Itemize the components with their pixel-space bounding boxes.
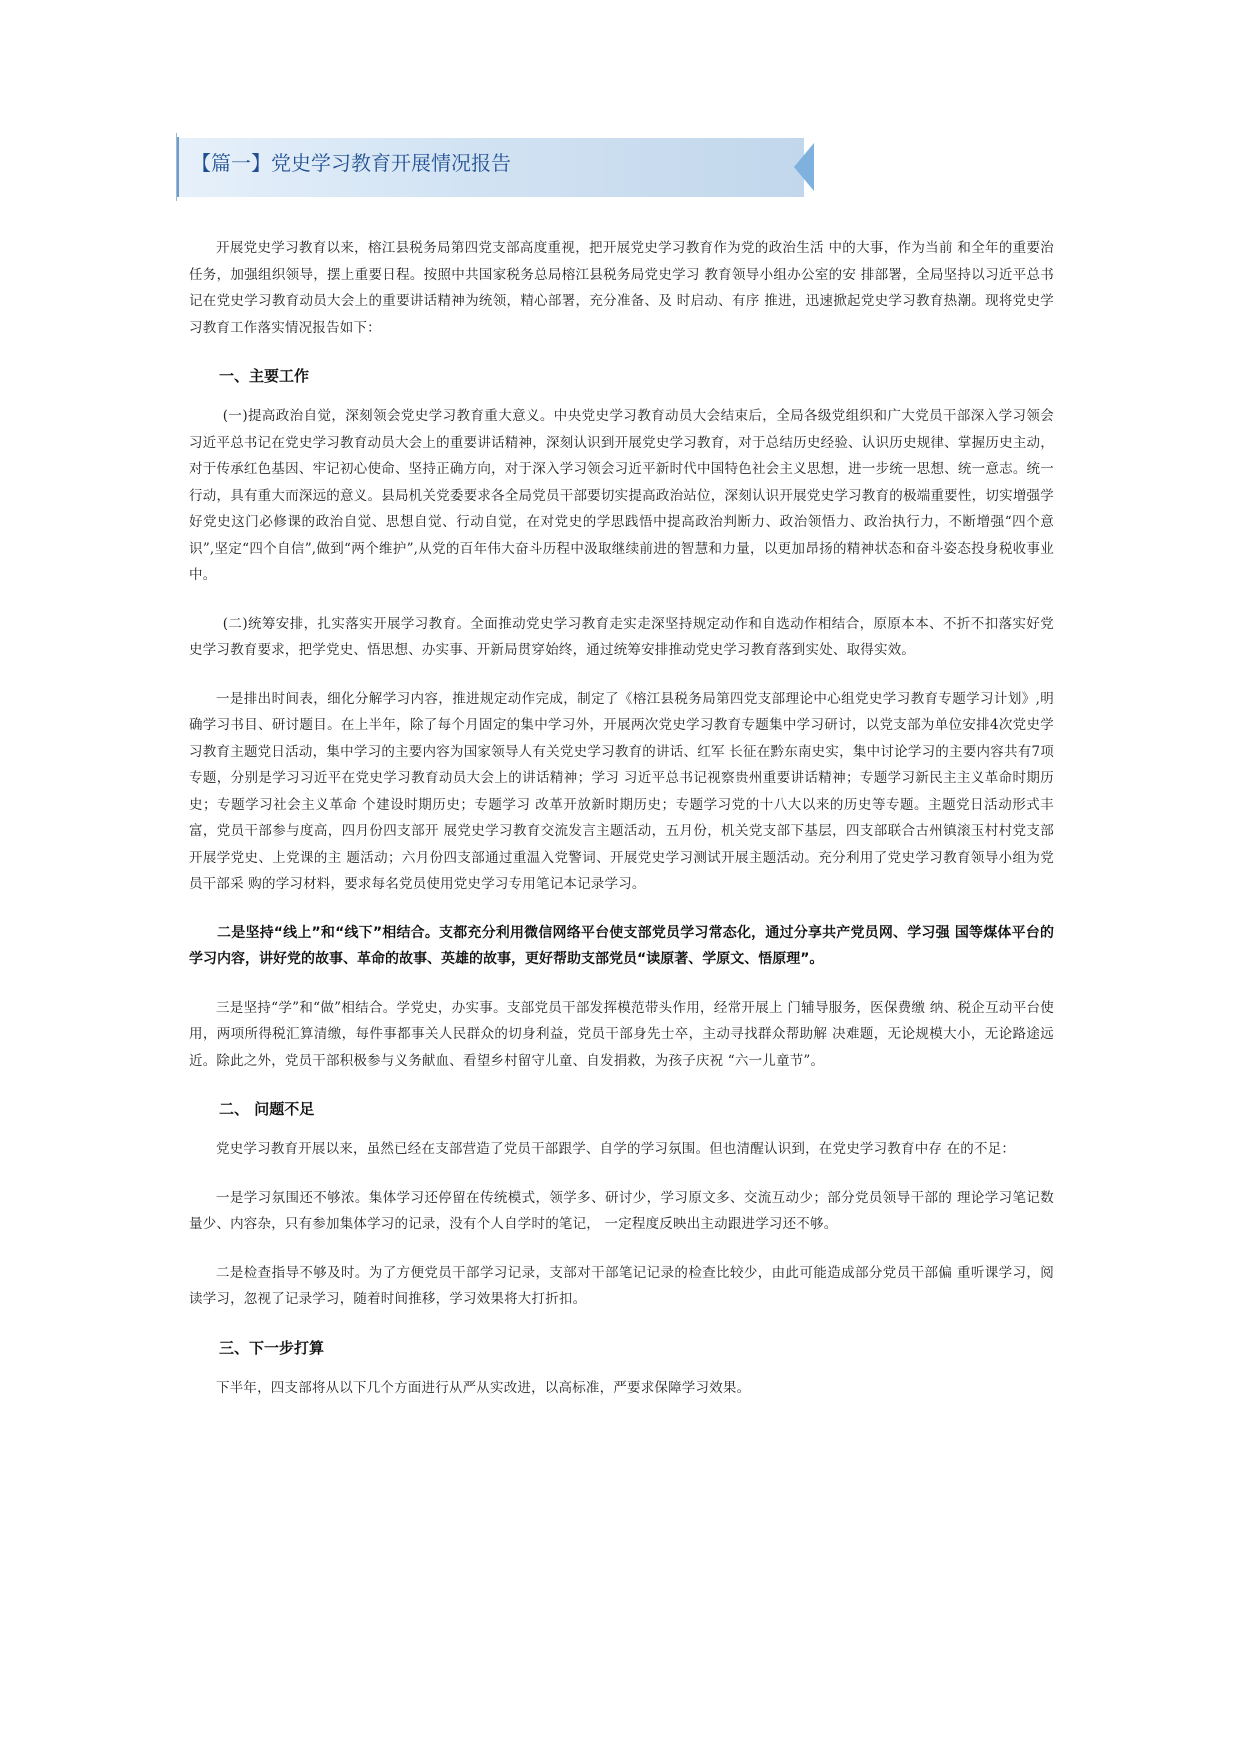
paragraph-schedule: 一是排出时间表，细化分解学习内容，推进规定动作完成，制定了《榕江县税务局第四党支部理论中心组党史学习教育专题学习计划》,明确学习书目、研讨题目。在上半年，除了每个月固定的集中学习外，开展两次党史学习教育专题集中学习研讨，以党支部为单位安排4次党史学习教育主题党日活动，集中学习的主要内容为国家领导人有关党史学习教育的讲话、红军 长征在黔东南史实，集中讨论学习的主要内容共有7项专题，分别是学习习近平在党史学习教育动员大会上的讲话精神；学习 习近平总书记视察贵州重要讲话精神；专题学习新民主主义革命时期历史；专题学习社会主义革命 个建设时期历史；专题学习 改革开放新时期历史；专题学习党的十八大以来的历史等专题。主题党日活动形式丰富，党员干部参与度高，四月份四支部开 展党史学习教育交流发言主题活动，五月份，机关党支部下基层，四支部联合古州镇滚玉村村党支部开展学党史、上党课的主 题活动；六月份四支部通过重温入党警词、开展党史学习测试开展主题活动。充分利用了党史学习教育领导小组为党员干部采 购的学习材料，要求每名党员使用党史学习专用笔记本记录学习。 — [189, 690, 1054, 892]
section-heading-problems: 二、 问题不足 — [219, 1100, 315, 1118]
section-heading-next-steps: 三、下一步打算 — [219, 1338, 325, 1357]
document-body — [189, 235, 1054, 1423]
paragraph-problem-atmosphere: 一是学习氛围还不够浓。集体学习还停留在传统模式，领学多、研讨少，学习原文多、交流互动少；部分党员领导干部的 理论学习笔记数量少、内容杂，只有参加集体学习的记录，没有个人自学时的笔记， 一定程度反映出主动跟进学习还不够。 — [189, 1189, 1054, 1232]
paragraph-next-steps: 下半年，四支部将从以下几个方面进行从严从实改进，以高标准，严要求保障学习效果。 — [216, 1379, 751, 1396]
title-banner-stem — [176, 133, 177, 201]
paragraph-overall-arrangement: (二)统筹安排，扎实落实开展学习教育。全面推动党史学习教育走实走深坚持规定动作和自选动作相结合，原原本本、不折不扣落实好党史学习教育要求，把学党史、悟思想、办实事、开新局贯穿始终，通过统筹安排推动党史学习教育落到实处、取得实效。 — [189, 615, 1054, 658]
paragraph-political-awareness: (一)提高政治自觉，深刻领会党史学习教育重大意义。中央党史学习教育动员大会结束后，全局各级党组织和广大党员干部深入学习领会习近平总书记在党史学习教育动员大会上的重要讲话精神，深刻认识到开展党史学习教育，对于总结历史经验、认识历史规律、掌握历史主动，对于传承红色基因、牢记初心使命、坚持正确方向，对于深入学习领会习近平新时代中国特色社会主义思想，进一步统一思想、统一意志。统一行动，具有重大而深远的意义。县局机关党委要求各全局党员干部要切实提高政治站位，深刻认识开展党史学习教育的极端重要性，切实增强学好党史这门必修课的政治自觉、思想自觉、行动自觉，在对党史的学思践悟中提高政治判断力、政治领悟力、政治执行力，不断增强“四个意识”,坚定“四个自信”,做到“两个维护”,从党的百年伟大奋斗历程中汲取继续前进的智慧和力量，以更加昂扬的精神状态和奋斗姿态投身税收事业中。 — [189, 408, 1054, 583]
paragraph-problem-inspection: 二是检查指导不够及时。为了方便党员干部学习记录，支部对干部笔记记录的检查比较少，由此可能造成部分党员干部偏 重听课学习，阅读学习，忽视了记录学习，随着时间推移，学习效果将大打折扣。 — [189, 1264, 1054, 1307]
paragraph-problems-intro: 党史学习教育开展以来，虽然已经在支部营造了党员干部跟学、自学的学习氛围。但也清醒认识到，在党史学习教育中存 在的不足： — [216, 1141, 1016, 1157]
title-banner — [176, 137, 804, 197]
title-arrow-decoration — [794, 143, 814, 191]
intro-paragraph: 开展党史学习教育以来，榕江县税务局第四党支部高度重视，把开展党史学习教育作为党的政治生活 中的大事，作为当前 和全年的重要治任务，加强组织领导，摆上重要日程。按照中共国家税务总局榕江县税务局党史学习 教育领导小组办公室的安 排部署，全局坚持以习近平总书记在党史学习教育动员大会上的重要讲话精神为统领，精心部署，充分准备、及 时启动、有序 推进，迅速掀起党史学习教育热潮。现将党史学习教育工作落实情况报告如下： — [189, 240, 1054, 336]
document-title: 【篇一】党史学习教育开展情况报告 — [191, 151, 511, 175]
paragraph-online-offline: 二是坚持“线上”和“线下”相结合。支都充分利用微信网络平台使支部党员学习常态化，通过分享共产党员网、学习强 国等煤体平台的学习内容，讲好党的故事、革命的故事、英雄的故事，更好帮助支部党员“读原著、学原文、悟原理”。 — [189, 924, 1054, 967]
paragraph-learn-and-do: 三是坚持“学”和“做”相结合。学党史，办实事。支部党员干部发挥模范带头作用，经常开展上 门辅导服务，医保费缴 纳、税企互动平台使用，两项所得税汇算清缴，每件事都事关人民群众的切身利益，党员干部身先士卒，主动寻找群众帮助解 决难题，无论规模大小，无论路途远近。除此之外，党员干部积极参与义务献血、看望乡村留守儿童、自发捐救，为孩子庆祝 “六一儿童节”。 — [189, 999, 1054, 1069]
section-heading-main-work: 一、主要工作 — [219, 367, 310, 385]
